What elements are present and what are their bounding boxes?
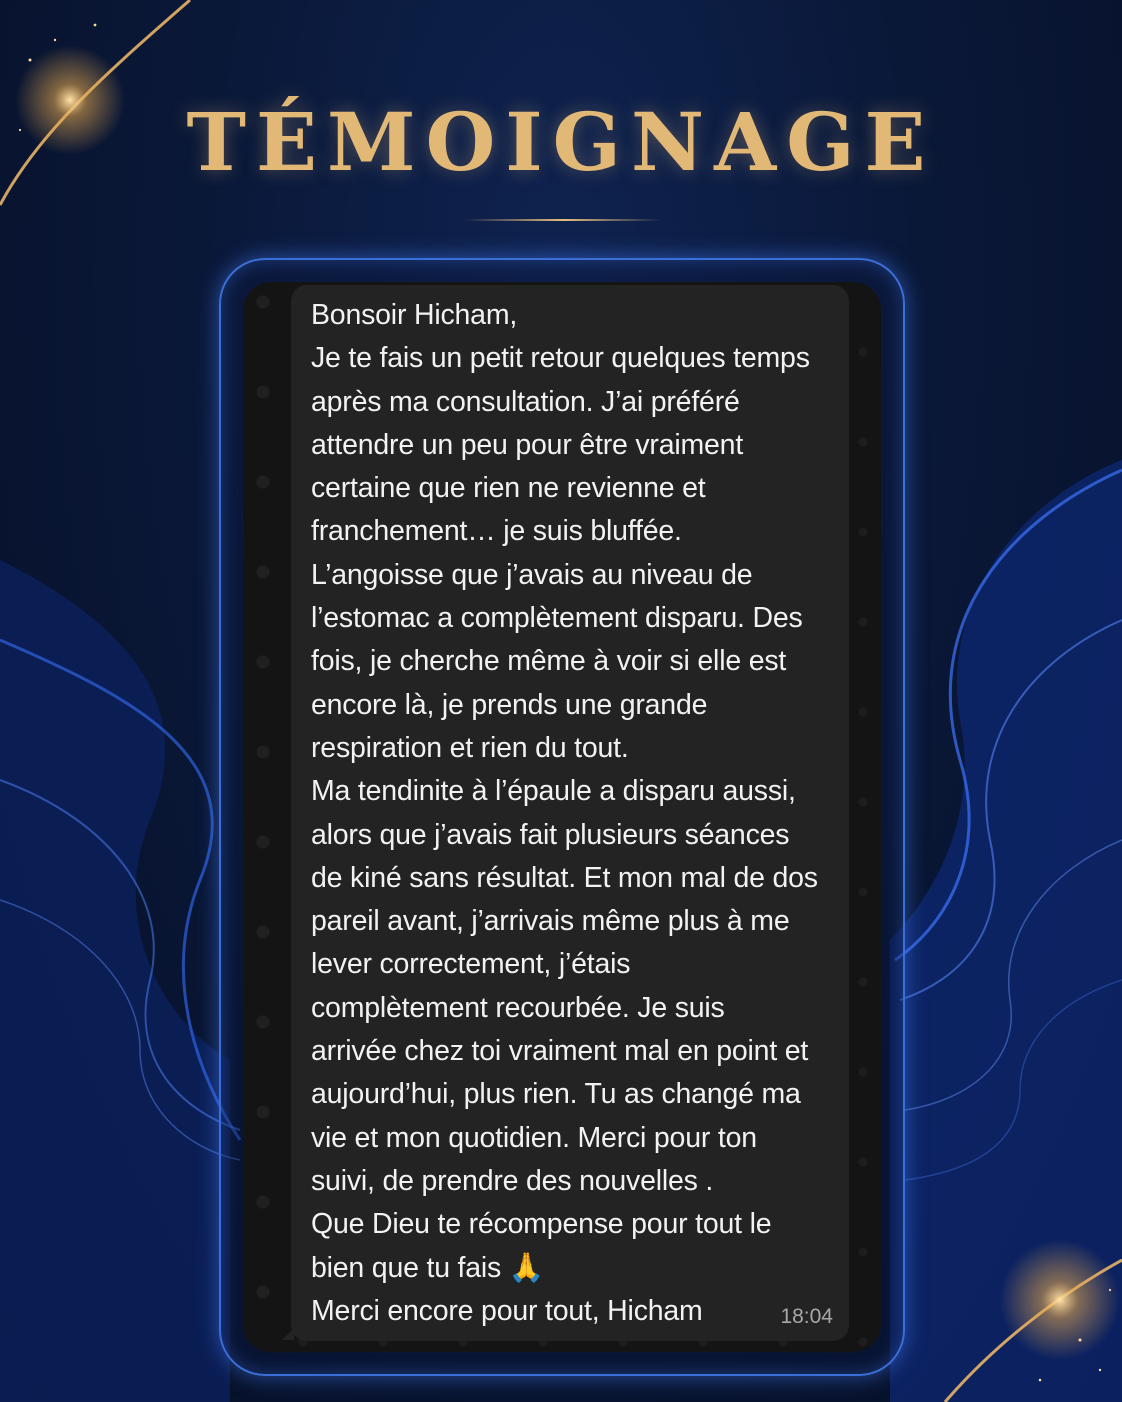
message-line: pareil avant, j’arrivais même plus à me: [311, 905, 790, 938]
message-line: L’angoisse que j’avais au niveau de: [311, 558, 753, 591]
message-line: Je te fais un petit retour quelques temps: [311, 342, 810, 375]
message-line: aujourd’hui, plus rien. Tu as changé ma: [311, 1078, 801, 1111]
message-line: l’estomac a complètement disparu. Des: [311, 602, 803, 635]
message-line: alors que j’avais fait plusieurs séances: [311, 818, 790, 851]
message-line: vie et mon quotidien. Merci pour ton: [311, 1121, 757, 1154]
message-line: suivi, de prendre des nouvelles .: [311, 1164, 714, 1197]
message-line: attendre un peu pour être vraiment: [311, 428, 744, 461]
message-line: fois, je cherche même à voir si elle est: [311, 645, 787, 678]
message-line: lever correctement, j’étais: [311, 948, 631, 981]
page-title: TÉMOIGNAGE: [186, 95, 936, 189]
message-line: Ma tendinite à l’épaule a disparu aussi,: [311, 775, 796, 808]
message-line: Que Dieu te récompense pour tout le: [311, 1208, 772, 1241]
message-line: arrivée chez toi vraiment mal en point et: [311, 1035, 809, 1068]
message-line: respiration et rien du tout.: [311, 731, 629, 764]
message-line: après ma consultation. J’ai préféré: [311, 385, 740, 418]
message-line: Bonsoir Hicham,: [311, 299, 518, 331]
message-timestamp: 18:04: [780, 1305, 833, 1328]
message-line: bien que tu fais 🙏: [311, 1251, 545, 1284]
message-line: certaine que rien ne revienne et: [311, 472, 706, 505]
message-bubble: [291, 285, 849, 1341]
title-divider: [465, 219, 661, 221]
message-line: complètement recourbée. Je suis: [311, 991, 725, 1024]
message-line: encore là, je prends une grande: [311, 688, 708, 721]
message-line: Merci encore pour tout, Hicham: [311, 1294, 703, 1327]
message-line: de kiné sans résultat. Et mon mal de dos: [311, 861, 818, 894]
message-line: franchement… je suis bluffée.: [311, 515, 682, 548]
